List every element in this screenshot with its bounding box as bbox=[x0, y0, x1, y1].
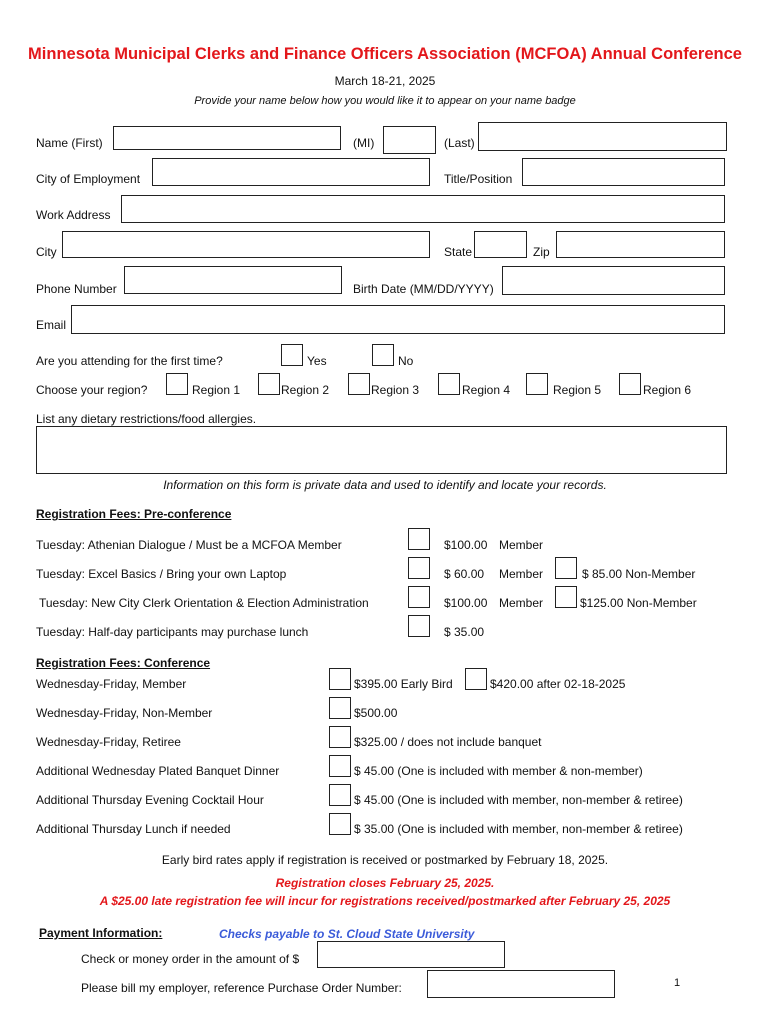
last-name-label: (Last) bbox=[444, 136, 475, 150]
mi-input[interactable] bbox=[383, 126, 436, 154]
conference-heading: Registration Fees: Conference bbox=[36, 656, 211, 670]
title-position-input[interactable] bbox=[522, 158, 725, 186]
pre-row-type: Member bbox=[499, 567, 544, 581]
work-address-input[interactable] bbox=[121, 195, 725, 223]
first-time-no-checkbox[interactable] bbox=[372, 344, 394, 366]
pre-row-label: Tuesday: Athenian Dialogue / Must be a MCFOA Member bbox=[36, 538, 342, 552]
pre-row-label: Tuesday: Half-day participants may purchase lunch bbox=[36, 625, 309, 639]
pre-row-label: Tuesday: New City Clerk Orientation & Election Administration bbox=[39, 596, 369, 610]
first-time-question: Are you attending for the first time? bbox=[36, 354, 223, 368]
region-6-checkbox[interactable] bbox=[619, 373, 641, 395]
region-4-checkbox[interactable] bbox=[438, 373, 460, 395]
pre-row-price: $ 35.00 bbox=[444, 625, 485, 639]
region-3-label: Region 3 bbox=[371, 383, 420, 397]
check-amount-input[interactable] bbox=[317, 941, 505, 968]
employment-label: City of Employment bbox=[36, 172, 141, 186]
state-input[interactable] bbox=[474, 231, 527, 258]
banquet-dinner-checkbox[interactable] bbox=[329, 755, 351, 777]
conf-row-text: $500.00 bbox=[354, 706, 398, 720]
region-1-checkbox[interactable] bbox=[166, 373, 188, 395]
conf-row-label: Wednesday-Friday, Member bbox=[36, 677, 187, 691]
page-title: Minnesota Municipal Clerks and Finance Officers Association (MCFOA) Annual Conference bbox=[28, 45, 742, 63]
zip-label: Zip bbox=[533, 245, 550, 259]
member-late-checkbox[interactable] bbox=[465, 668, 487, 690]
conf-row-text: $ 45.00 (One is included with member, non-member & retiree) bbox=[354, 793, 683, 807]
early-bird-note: Early bird rates apply if registration is received or postmarked by February 18, 2025. bbox=[161, 853, 609, 867]
pre-conference-heading: Registration Fees: Pre-conference bbox=[36, 507, 232, 521]
region-1-label: Region 1 bbox=[192, 383, 241, 397]
page-number: 1 bbox=[674, 977, 681, 989]
payment-heading: Payment Information: bbox=[39, 926, 163, 940]
pre-row-price: $ 60.00 bbox=[444, 567, 485, 581]
yes-label: Yes bbox=[307, 354, 327, 368]
purchase-order-input[interactable] bbox=[427, 970, 615, 998]
region-6-label: Region 6 bbox=[643, 383, 692, 397]
region-2-checkbox[interactable] bbox=[258, 373, 280, 395]
city-input[interactable] bbox=[62, 231, 430, 258]
nonmember-checkbox[interactable] bbox=[329, 697, 351, 719]
birth-date-input[interactable] bbox=[502, 266, 725, 295]
conf-row-text: $ 45.00 (One is included with member & non-member) bbox=[354, 764, 643, 778]
employment-input[interactable] bbox=[152, 158, 430, 186]
pre-row-nonmember: $125.00 Non-Member bbox=[580, 596, 697, 610]
first-name-label: Name (First) bbox=[36, 136, 103, 150]
email-label: Email bbox=[36, 318, 67, 332]
conf-row-text: $325.00 / does not include banquet bbox=[354, 735, 542, 749]
half-day-lunch-checkbox[interactable] bbox=[408, 615, 430, 637]
registration-closes-note: Registration closes February 25, 2025. bbox=[275, 876, 495, 890]
clerk-orientation-member-checkbox[interactable] bbox=[408, 586, 430, 608]
conf-row-label: Additional Wednesday Plated Banquet Dinner bbox=[36, 764, 280, 778]
dietary-label: List any dietary restrictions/food allergies. bbox=[36, 412, 257, 426]
conference-dates: March 18-21, 2025 bbox=[334, 74, 436, 88]
conf-row-label: Additional Thursday Evening Cocktail Hour bbox=[36, 793, 264, 807]
birth-date-label: Birth Date (MM/DD/YYYY) bbox=[353, 282, 494, 296]
thursday-lunch-checkbox[interactable] bbox=[329, 813, 351, 835]
work-address-label: Work Address bbox=[36, 208, 111, 222]
region-4-label: Region 4 bbox=[462, 383, 511, 397]
check-amount-label: Check or money order in the amount of $ bbox=[81, 952, 300, 966]
region-5-label: Region 5 bbox=[553, 383, 602, 397]
pre-row-price: $100.00 bbox=[444, 596, 488, 610]
conf-row-text: $ 35.00 (One is included with member, non-member & retiree) bbox=[354, 822, 683, 836]
no-label: No bbox=[398, 354, 414, 368]
pre-row-type: Member bbox=[499, 538, 544, 552]
zip-input[interactable] bbox=[556, 231, 725, 258]
athenian-dialogue-checkbox[interactable] bbox=[408, 528, 430, 550]
last-name-input[interactable] bbox=[478, 122, 727, 151]
region-question: Choose your region? bbox=[36, 383, 148, 397]
conf-row-label: Additional Thursday Lunch if needed bbox=[36, 822, 231, 836]
conf-row-extra: $420.00 after 02-18-2025 bbox=[490, 677, 626, 691]
pre-row-type: Member bbox=[499, 596, 544, 610]
mi-label: (MI) bbox=[353, 136, 375, 150]
title-position-label: Title/Position bbox=[444, 172, 513, 186]
conf-row-label: Wednesday-Friday, Non-Member bbox=[36, 706, 213, 720]
region-2-label: Region 2 bbox=[281, 383, 330, 397]
email-input[interactable] bbox=[71, 305, 725, 334]
conf-row-label: Wednesday-Friday, Retiree bbox=[36, 735, 181, 749]
checks-payable-note: Checks payable to St. Cloud State University bbox=[219, 927, 475, 941]
member-early-bird-checkbox[interactable] bbox=[329, 668, 351, 690]
state-label: State bbox=[444, 245, 473, 259]
phone-label: Phone Number bbox=[36, 282, 117, 296]
cocktail-hour-checkbox[interactable] bbox=[329, 784, 351, 806]
late-fee-note: A $25.00 late registration fee will incur for registrations received/postmarked after February 25, 2025 bbox=[99, 894, 671, 908]
clerk-orientation-nonmember-checkbox[interactable] bbox=[555, 586, 577, 608]
pre-row-label: Tuesday: Excel Basics / Bring your own Laptop bbox=[36, 567, 287, 581]
retiree-checkbox[interactable] bbox=[329, 726, 351, 748]
pre-row-price: $100.00 bbox=[444, 538, 488, 552]
badge-note: Provide your name below how you would like it to appear on your name badge bbox=[194, 95, 576, 107]
dietary-input[interactable] bbox=[36, 426, 727, 474]
city-label: City bbox=[36, 245, 57, 259]
excel-basics-member-checkbox[interactable] bbox=[408, 557, 430, 579]
region-5-checkbox[interactable] bbox=[526, 373, 548, 395]
purchase-order-label: Please bill my employer, reference Purchase Order Number: bbox=[81, 981, 402, 995]
phone-input[interactable] bbox=[124, 266, 342, 294]
region-3-checkbox[interactable] bbox=[348, 373, 370, 395]
privacy-note: Information on this form is private data and used to identify and locate your records. bbox=[163, 478, 607, 492]
excel-basics-nonmember-checkbox[interactable] bbox=[555, 557, 577, 579]
conf-row-text: $395.00 Early Bird bbox=[354, 677, 453, 691]
pre-row-nonmember: $ 85.00 Non-Member bbox=[582, 567, 696, 581]
first-name-input[interactable] bbox=[113, 126, 341, 150]
first-time-yes-checkbox[interactable] bbox=[281, 344, 303, 366]
